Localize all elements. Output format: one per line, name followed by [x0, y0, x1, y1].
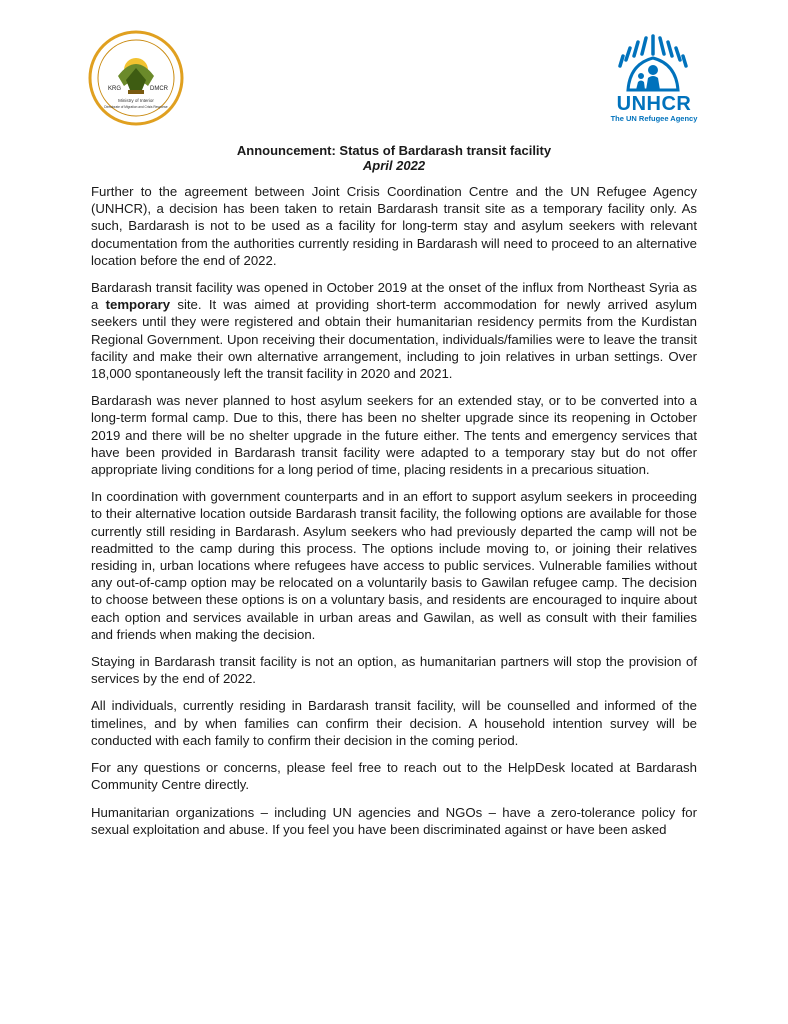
- paragraph-3: Bardarash was never planned to host asylum seekers for an extended stay, or to be converted into a long-term formal camp. Due to this, there has been no shelter upgrade since its reopening in October 2019 and there will be no shelter upgrade in the future either. The tents and emergency services that have been provided in Bardarash transit facility were adapted to a temporary stay but do not offer appropriate living conditions for a long period of time, placing residents in a precarious situation.: [91, 393, 697, 478]
- paragraph-2-bold: temporary: [105, 297, 171, 313]
- document-title: Announcement: Status of Bardarash transit facility: [236, 143, 552, 158]
- ministry-text: Ministry of Interior: [118, 98, 154, 103]
- paragraph-4: In coordination with government counterparts and in an effort to support asylum seekers in proceeding to their alternative location outside Bardarash transit facility, the following options are available for those currently still residing in Bardarash. Asylum seekers who had previously departed the camp will not be readmitted to the camp during this process. The options include moving to, or joining their relatives residing in, urban locations where refugees have access to public services. Vulnerable families without any out-of-camp option may be relocated on a voluntarily basis to Gawilan refugee camp. The decision to choose between these options is on a voluntary basis, and residents are encouraged to inquire about each option and services available in urban areas and Gawilan, as well as consult with their families and friends when making the decision.: [91, 489, 697, 642]
- paragraph-7: For any questions or concerns, please feel free to reach out to the HelpDesk located at Bardarash Community Centre directly.: [91, 760, 697, 793]
- paragraph-2-part-2: site. It was aimed at providing short-term accommodation for newly arrived asylum seekers until they were registered and obtain their humanitarian residency permits from the Kurdistan Regional Government. Upon receiving their documentation, individuals/families were to leave the transit facility and make their own alternative arrangement, including to join relatives in urban settings. Over 18,000 spontaneously left the transit facility in 2020 and 2021.: [91, 297, 698, 382]
- krg-text: KRG: [108, 86, 122, 92]
- paragraph-6: All individuals, currently residing in Bardarash transit facility, will be counselled and informed of the timelines, and by when families can confirm their decision. A household intention survey will be conducted with each family to confirm their decision in the coming period.: [91, 698, 697, 748]
- document-body: [91, 183, 697, 848]
- paragraph-1: Further to the agreement between Joint Crisis Coordination Centre and the UN Refugee Agency (UNHCR), a decision has been taken to retain Bardarash transit site as a temporary facility only. As such, Bardarash is not to be used as a facility for long-term stay and asylum seekers with relevant documentation from the authorities currently residing in Bardarash will need to proceed to an alternative location before the end of 2022.: [91, 184, 697, 268]
- krg-dmcr-seal-icon: [88, 30, 184, 126]
- paragraph-5: Staying in Bardarash transit facility is not an option, as humanitarian partners will stop the provision of services by the end of 2022.: [91, 654, 697, 687]
- paragraph-2-part-1: Bardarash transit facility was opened in October 2019 at the onset of the influx from Northeast Syria as a: [91, 280, 697, 313]
- unhcr-name: UNHCR: [616, 93, 692, 115]
- paragraph-2: [91, 279, 697, 382]
- paragraph-8: Humanitarian organizations – including UN agencies and NGOs – have a zero-tolerance policy for sexual exploitation and abuse. If you feel you have been discriminated against or have been asked: [91, 804, 697, 837]
- unhcr-tagline: The UN Refugee Agency: [610, 114, 698, 123]
- document-date: April 2022: [362, 158, 426, 173]
- dmcr-text: DMCR: [150, 86, 168, 92]
- directorate-text: Directorate of Migration and Crisis Response: [104, 105, 168, 109]
